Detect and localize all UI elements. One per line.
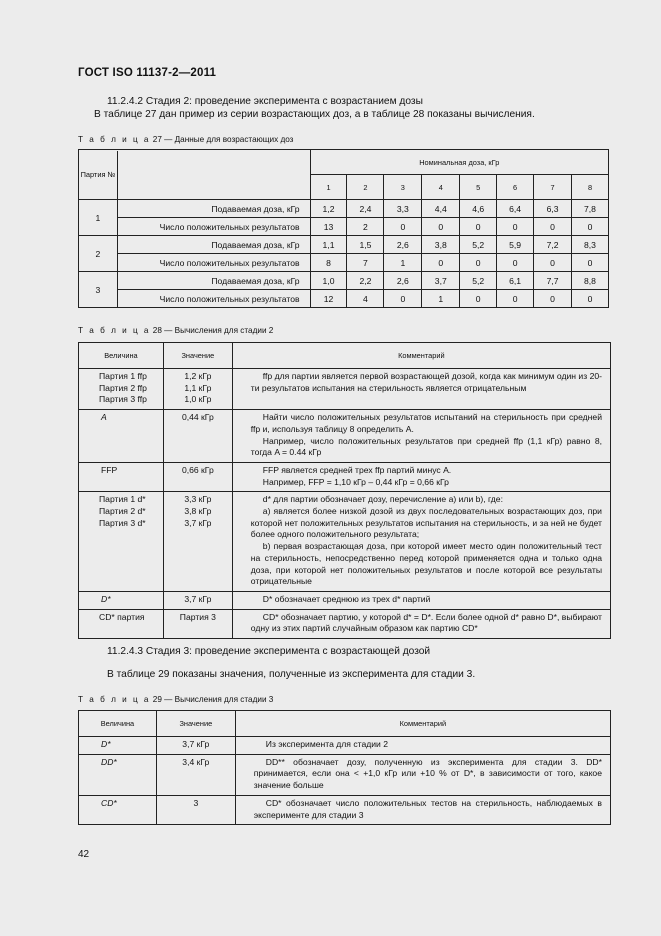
- value-cell: [163, 492, 232, 592]
- nominal-dose-header: Номинальная доза, кГр: [310, 150, 608, 175]
- table-row: [79, 795, 611, 824]
- table-row: [79, 591, 611, 609]
- cell-value: 0: [534, 254, 572, 272]
- quantity-line: Партия 2 ffp: [99, 382, 147, 393]
- comment-text: ffp для партии является первой возрастающей дозой, когда как минимум один из 20-ти результатов испытания на стерильность является отрицательным: [250, 371, 602, 393]
- value-line: 3,7 кГр: [184, 517, 212, 528]
- cell-value: 0: [384, 218, 422, 236]
- cell-value: 4: [347, 290, 384, 308]
- table28: [78, 342, 611, 639]
- table27: [78, 149, 609, 308]
- quantity-cell: [79, 410, 164, 463]
- dose-number: 2: [347, 175, 384, 200]
- cell-value: 0: [534, 218, 572, 236]
- comment-text: CD* обозначает число положительных тестов на стерильность, наблюдаемых в эксперименте для стадии 3: [253, 797, 602, 820]
- table27-row: [79, 254, 609, 272]
- dose-number: 7: [534, 175, 572, 200]
- cell-value: 5,9: [497, 236, 534, 254]
- cell-value: 6,1: [497, 272, 534, 290]
- row-label: Число положительных результатов: [117, 218, 310, 236]
- comment-cell: [235, 795, 610, 824]
- cell-value: 6,4: [497, 200, 534, 218]
- comment-text: D* обозначает среднюю из трех d* партий: [262, 593, 431, 604]
- row-label: Подаваемая доза, кГр: [117, 272, 310, 290]
- value-line: 1,0 кГр: [184, 394, 212, 405]
- dose-number: 8: [572, 175, 609, 200]
- comment-text: CD* обозначает партию, у которой d* = D*. Если более одной d* равно D*, выбирают одну из этих партий случайным образом как партию CD*: [250, 611, 602, 634]
- comment-text: b) первая возрастающая доза, при которой имеет место один положительный тест на стерильность, непосредственно перед которой применяется одна и только одна доза, при которой нет положительных результатов и после которой все результаты отрицательные: [250, 541, 602, 587]
- table-row: [79, 492, 611, 592]
- intro-paragraph: В таблице 27 дан пример из серии возрастающих доз, а в таблице 28 показаны вычисления.: [94, 109, 535, 120]
- party-number: 2: [79, 236, 118, 272]
- value-line: Партия 3: [179, 611, 216, 622]
- value-line: 0,66 кГр: [181, 464, 214, 475]
- value-line: 3,8 кГр: [184, 506, 212, 517]
- dose-number: 1: [310, 175, 347, 200]
- value-line: 0,44 кГр: [181, 412, 214, 423]
- quantity-cell: [79, 369, 164, 410]
- cell-value: 7,7: [534, 272, 572, 290]
- table29-col-value: Значение: [156, 711, 235, 737]
- value-line: 1,2 кГр: [184, 371, 212, 381]
- cell-value: 0: [572, 218, 609, 236]
- cell-value: 0: [460, 254, 497, 272]
- comment-cell: [235, 754, 610, 795]
- quantity-cell: DD*: [79, 754, 157, 795]
- cell-value: 0: [460, 218, 497, 236]
- quantity-line: Партия 1 ffp: [99, 371, 147, 381]
- value-line: 1,1 кГр: [184, 382, 212, 393]
- row-label: Число положительных результатов: [117, 290, 310, 308]
- table27-row: [79, 200, 609, 218]
- quantity-line: CD* партия: [99, 611, 145, 622]
- dose-number: 4: [422, 175, 460, 200]
- cell-value: 0: [422, 218, 460, 236]
- quantity-line: D*: [101, 593, 111, 604]
- dose-number: 3: [384, 175, 422, 200]
- comment-text: FFP является средней трех ffp партий минус A.: [262, 464, 452, 475]
- value-cell: 3,4 кГр: [156, 754, 235, 795]
- section-heading-11242: 11.2.4.2 Стадия 2: проведение эксперимента с возрастанием дозы: [107, 96, 423, 107]
- value-cell: [163, 410, 232, 463]
- quantity-line: FFP: [101, 464, 118, 475]
- comment-text: Например, FFP = 1,10 кГр – 0,44 кГр = 0,66 кГр: [262, 476, 449, 487]
- cell-value: 5,2: [460, 272, 497, 290]
- table27-row: [79, 290, 609, 308]
- value-line: 3,7 кГр: [184, 593, 212, 604]
- table28-col-value: Значение: [163, 343, 232, 369]
- table-row: [79, 462, 611, 491]
- table-row: [79, 410, 611, 463]
- quantity-line: Партия 2 d*: [99, 506, 146, 517]
- cell-value: 0: [572, 290, 609, 308]
- cell-value: 4,6: [460, 200, 497, 218]
- table29-col-quantity: Величина: [79, 711, 157, 737]
- table-row: [79, 609, 611, 638]
- quantity-cell: [79, 591, 164, 609]
- comment-text: Найти число положительных результатов испытаний на стерильность при средней ffp и, используя таблицу 8 определить A.: [250, 412, 602, 434]
- cell-value: 5,2: [460, 236, 497, 254]
- table-row: [79, 369, 611, 410]
- page-number: 42: [78, 849, 90, 860]
- comment-cell: [232, 492, 610, 592]
- table-row: [79, 737, 611, 755]
- cell-value: 1,1: [310, 236, 347, 254]
- cell-value: 8,3: [572, 236, 609, 254]
- party-number: 3: [79, 272, 118, 308]
- section-heading-11243: 11.2.4.3 Стадия 3: проведение эксперимента с возрастающей дозой: [107, 646, 431, 657]
- table29-caption-text: 29 — Вычисления для стадии 3: [150, 695, 274, 704]
- cell-value: 0: [497, 254, 534, 272]
- cell-value: 6,3: [534, 200, 572, 218]
- value-cell: [163, 369, 232, 410]
- cell-value: 8: [310, 254, 347, 272]
- cell-value: 0: [422, 254, 460, 272]
- document-header: ГОСТ ISO 11137-2—2011: [78, 67, 217, 79]
- cell-value: 3,8: [422, 236, 460, 254]
- cell-value: 7,8: [572, 200, 609, 218]
- table27-row: [79, 236, 609, 254]
- value-line: 3,3 кГр: [184, 494, 212, 505]
- value-cell: [163, 462, 232, 491]
- quantity-line: A: [101, 412, 107, 423]
- party-number-header: Партия №: [79, 151, 118, 199]
- comment-cell: [235, 737, 610, 755]
- cell-value: 1,0: [310, 272, 347, 290]
- value-cell: [163, 609, 232, 638]
- table27-party-header: [79, 150, 311, 200]
- quantity-cell: [79, 462, 164, 491]
- table27-row: [79, 218, 609, 236]
- row-label: Подаваемая доза, кГр: [117, 236, 310, 254]
- cell-value: 2,6: [384, 236, 422, 254]
- cell-value: 7,2: [534, 236, 572, 254]
- cell-value: 1: [384, 254, 422, 272]
- cell-value: 7: [347, 254, 384, 272]
- quantity-cell: [79, 492, 164, 592]
- dose-number: 5: [460, 175, 497, 200]
- quantity-cell: D*: [79, 737, 157, 755]
- cell-value: 8,8: [572, 272, 609, 290]
- table28-col-comment: Комментарий: [232, 343, 610, 369]
- comment-cell: [232, 462, 610, 491]
- cell-value: 0: [497, 290, 534, 308]
- comment-cell: [232, 591, 610, 609]
- comment-text: a) является более низкой дозой из двух последовательных возрастающих доз, при которой нет положительных результатов испытания на стерильность, и за ней не будет более одного положительного результата;: [250, 506, 602, 540]
- cell-value: 2,4: [347, 200, 384, 218]
- row-label: Число положительных результатов: [117, 254, 310, 272]
- quantity-cell: CD*: [79, 795, 157, 824]
- value-cell: 3: [156, 795, 235, 824]
- comment-cell: [232, 369, 610, 410]
- comment-cell: [232, 410, 610, 463]
- quantity-line: Партия 1 d*: [99, 494, 146, 505]
- row-label: Подаваемая доза, кГр: [117, 200, 310, 218]
- cell-value: 13: [310, 218, 347, 236]
- table27-row: [79, 272, 609, 290]
- comment-text: Например, число положительных результатов при средней ffp (1,1 кГр) равно 8, тогда A = 0.44 кГр: [250, 435, 602, 458]
- cell-value: 2: [347, 218, 384, 236]
- cell-value: 0: [384, 290, 422, 308]
- table27-caption-text: 27 — Данные для возрастающих доз: [150, 135, 294, 144]
- value-cell: 3,7 кГр: [156, 737, 235, 755]
- party-number: 1: [79, 200, 118, 236]
- cell-value: 0: [497, 218, 534, 236]
- value-cell: [163, 591, 232, 609]
- dose-number: 6: [497, 175, 534, 200]
- cell-value: 1: [422, 290, 460, 308]
- quantity-line: Партия 3 d*: [99, 517, 146, 528]
- cell-value: 12: [310, 290, 347, 308]
- comment-text: Из эксперимента для стадии 2: [265, 739, 389, 749]
- table29-intro-paragraph: В таблице 29 показаны значения, полученные из эксперимента для стадии 3.: [107, 669, 476, 680]
- quantity-cell: [79, 609, 164, 638]
- table27-caption: [78, 135, 293, 144]
- table29-caption-prefix: Т а б л и ц а: [78, 695, 151, 704]
- cell-value: 1,5: [347, 236, 384, 254]
- quantity-line: Партия 3 ffp: [99, 394, 147, 405]
- table28-caption: [78, 326, 273, 335]
- cell-value: 2,2: [347, 272, 384, 290]
- table27-caption-prefix: Т а б л и ц а: [78, 135, 151, 144]
- comment-text: DD** обозначает дозу, полученную из эксперимента для стадии 3. DD* принимается, если она < +1,0 кГр или +10 % от D*, в зависимости от того, какое значение больше: [253, 756, 602, 791]
- cell-value: 3,7: [422, 272, 460, 290]
- cell-value: 4,4: [422, 200, 460, 218]
- cell-value: 2,6: [384, 272, 422, 290]
- cell-value: 0: [572, 254, 609, 272]
- comment-text: d* для партии обозначает дозу, перечисление а) или b), где:: [262, 494, 503, 505]
- cell-value: 1,2: [310, 200, 347, 218]
- table28-caption-text: 28 — Вычисления для стадии 2: [150, 326, 274, 335]
- table28-col-quantity: Величина: [79, 343, 164, 369]
- table29: [78, 710, 611, 825]
- cell-value: 0: [460, 290, 497, 308]
- table28-caption-prefix: Т а б л и ц а: [78, 326, 151, 335]
- cell-value: 0: [534, 290, 572, 308]
- table29-caption: [78, 695, 273, 704]
- table-row: [79, 754, 611, 795]
- cell-value: 3,3: [384, 200, 422, 218]
- comment-cell: [232, 609, 610, 638]
- table29-col-comment: Комментарий: [235, 711, 610, 737]
